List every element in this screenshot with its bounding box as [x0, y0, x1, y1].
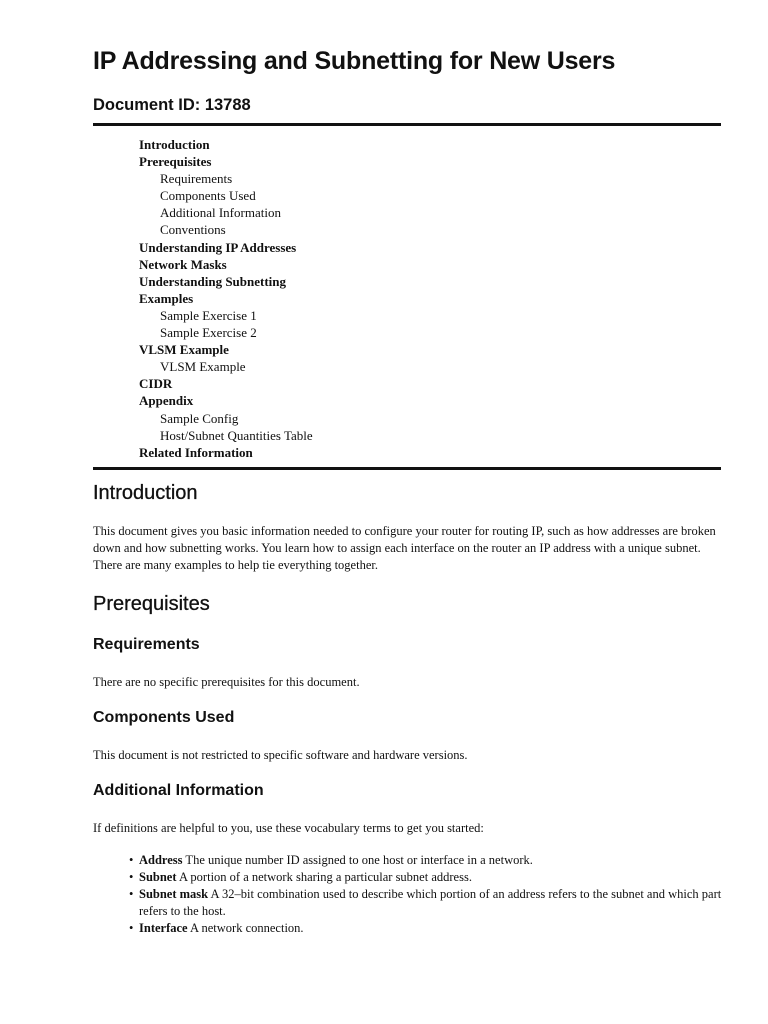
components-used-text: This document is not restricted to specific software and hardware versions.: [93, 748, 468, 762]
components-used-heading: Components Used: [93, 709, 235, 726]
toc-link[interactable]: Related Information: [139, 444, 253, 460]
prerequisites-heading: Prerequisites: [93, 593, 210, 615]
definition-description: A 32–bit combination used to describe which portion of an address refers to the subnet and which part refers to the host.: [139, 887, 722, 918]
toc-bottom-rule: [93, 467, 721, 470]
toc-link[interactable]: VLSM Example: [160, 359, 246, 375]
bullet-icon: •: [129, 853, 134, 867]
toc-link[interactable]: Network Masks: [139, 256, 227, 272]
bullet-icon: •: [129, 921, 134, 935]
toc-link[interactable]: Prerequisites: [139, 154, 212, 170]
definition-term: Subnet: [139, 870, 177, 884]
toc-link[interactable]: Examples: [139, 290, 194, 306]
toc-link[interactable]: Conventions: [160, 222, 226, 238]
definition-item: [129, 920, 723, 937]
requirements-heading: Requirements: [93, 636, 200, 653]
bullet-icon: •: [129, 870, 134, 884]
toc-link[interactable]: Sample Config: [160, 410, 239, 426]
toc-link[interactable]: CIDR: [139, 376, 173, 392]
additional-information-heading: Additional Information: [93, 782, 264, 799]
definition-term: Interface: [139, 921, 188, 935]
definition-item: [129, 852, 723, 869]
toc-link[interactable]: Introduction: [139, 137, 210, 152]
toc-link[interactable]: Understanding Subnetting: [139, 273, 287, 289]
toc-link[interactable]: Sample Exercise 2: [160, 325, 257, 341]
toc-top-rule: [93, 123, 721, 126]
introduction-heading: Introduction: [93, 482, 198, 504]
definition-term: Subnet mask: [139, 887, 209, 901]
table-of-contents: [139, 136, 313, 461]
definition-term: Address: [139, 853, 183, 867]
definition-description: A network connection.: [187, 921, 304, 935]
toc-link[interactable]: Additional Information: [160, 205, 281, 221]
requirements-text: There are no specific prerequisites for this document.: [93, 675, 360, 689]
toc-link[interactable]: Understanding IP Addresses: [139, 239, 297, 255]
toc-link[interactable]: VLSM Example: [139, 342, 229, 358]
toc-link[interactable]: Requirements: [160, 171, 233, 187]
definition-item: [129, 886, 723, 920]
bullet-icon: •: [129, 887, 134, 901]
document-title: IP Addressing and Subnetting for New Users: [93, 47, 616, 75]
toc-link[interactable]: Components Used: [160, 188, 256, 204]
definition-description: A portion of a network sharing a particular subnet address.: [176, 870, 472, 884]
definition-description: The unique number ID assigned to one host or interface in a network.: [182, 853, 533, 867]
toc-link[interactable]: Appendix: [139, 393, 194, 409]
definition-item: [129, 869, 723, 886]
document-id: Document ID: 13788: [93, 96, 251, 114]
introduction-text: This document gives you basic information needed to configure your router for routing IP, such as how addresses are broken down and how subnetting works. You learn how to assign each interface on the router an IP address with a unique subnet. There are many examples to help tie everything together.: [93, 524, 716, 572]
toc-link[interactable]: Sample Exercise 1: [160, 307, 257, 323]
toc-link[interactable]: Host/Subnet Quantities Table: [160, 427, 313, 443]
additional-information-text: If definitions are helpful to you, use these vocabulary terms to get you started:: [93, 821, 484, 835]
definitions-list: [129, 852, 723, 937]
